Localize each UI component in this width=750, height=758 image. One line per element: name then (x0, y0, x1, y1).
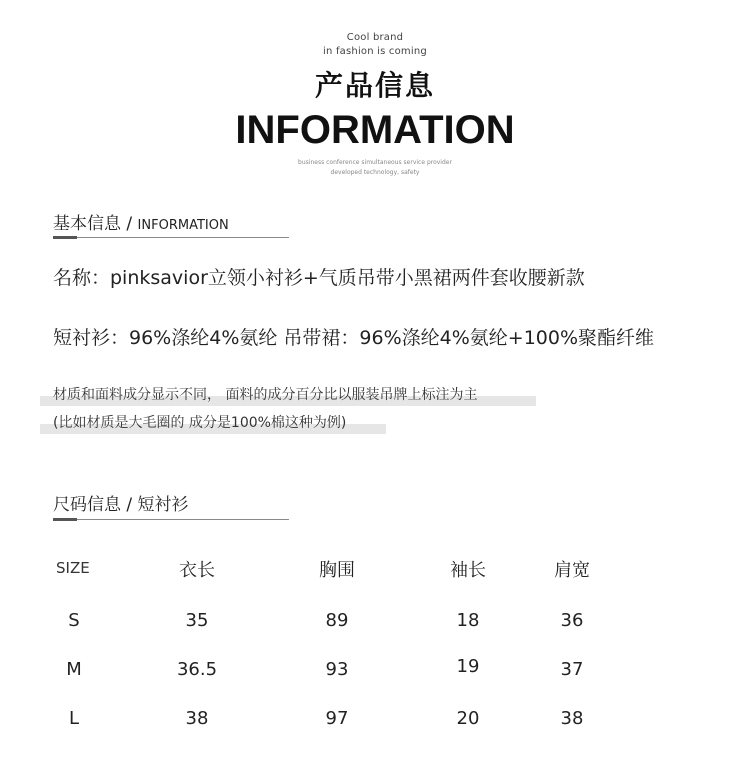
table-cell-shoulder: 38 (560, 708, 584, 729)
basic-info-heading-en: INFORMATION (137, 218, 229, 233)
table-cell-length: 35 (185, 610, 209, 631)
table-cell-shoulder: 36 (560, 610, 584, 631)
table-cell-shoulder: 37 (560, 659, 584, 680)
basic-info-heading (53, 209, 229, 234)
column-header-size: SIZE (56, 559, 90, 577)
table-cell-length: 36.5 (176, 659, 218, 680)
table-cell-length: 38 (185, 708, 209, 729)
basic-info-divider-accent (53, 236, 77, 239)
material-composition-line: 短衬衫：96%涤纶4%氨纶 吊带裙：96%涤纶4%氨纶+100%聚酯纤维 (53, 327, 655, 349)
size-info-divider-accent (53, 518, 77, 521)
material-note-line-2: (比如材质是大毛圈的 成分是100%棉这种为例) (53, 415, 347, 431)
product-name-line: 名称：pinksavior立领小衬衫+气质吊带小黑裙两件套收腰新款 (53, 267, 585, 289)
table-cell-size: M (66, 659, 82, 680)
page-title-en: INFORMATION (235, 108, 515, 152)
basic-info-divider (53, 237, 289, 238)
table-cell-chest: 93 (325, 659, 349, 680)
column-header-length: 衣长 (179, 560, 215, 581)
fine-print-line-2: developed technology, safety (330, 169, 420, 176)
tagline-line-1: Cool brand (346, 32, 404, 43)
size-info-divider (53, 519, 289, 520)
table-cell-size: L (68, 708, 80, 729)
material-note-line-1: 材质和面料成分显示不同， 面料的成分百分比以服装吊牌上标注为主 (53, 387, 478, 403)
table-cell-chest: 89 (325, 610, 349, 631)
basic-info-heading-cn: 基本信息 / (53, 214, 138, 234)
table-cell-sleeve: 19 (456, 656, 480, 677)
table-cell-sleeve: 20 (456, 708, 480, 729)
fine-print-line-1: business conference simultaneous service provider (298, 159, 452, 166)
column-header-sleeve: 袖长 (450, 560, 486, 581)
table-cell-chest: 97 (325, 708, 349, 729)
page-title-cn: 产品信息 (314, 69, 435, 102)
size-info-heading: 尺码信息 / 短衬衫 (53, 495, 189, 515)
column-header-shoulder: 肩宽 (554, 560, 590, 581)
tagline-line-2: in fashion is coming (323, 46, 427, 57)
table-cell-sleeve: 18 (456, 610, 480, 631)
table-cell-size: S (68, 610, 80, 631)
column-header-chest: 胸围 (319, 560, 355, 581)
